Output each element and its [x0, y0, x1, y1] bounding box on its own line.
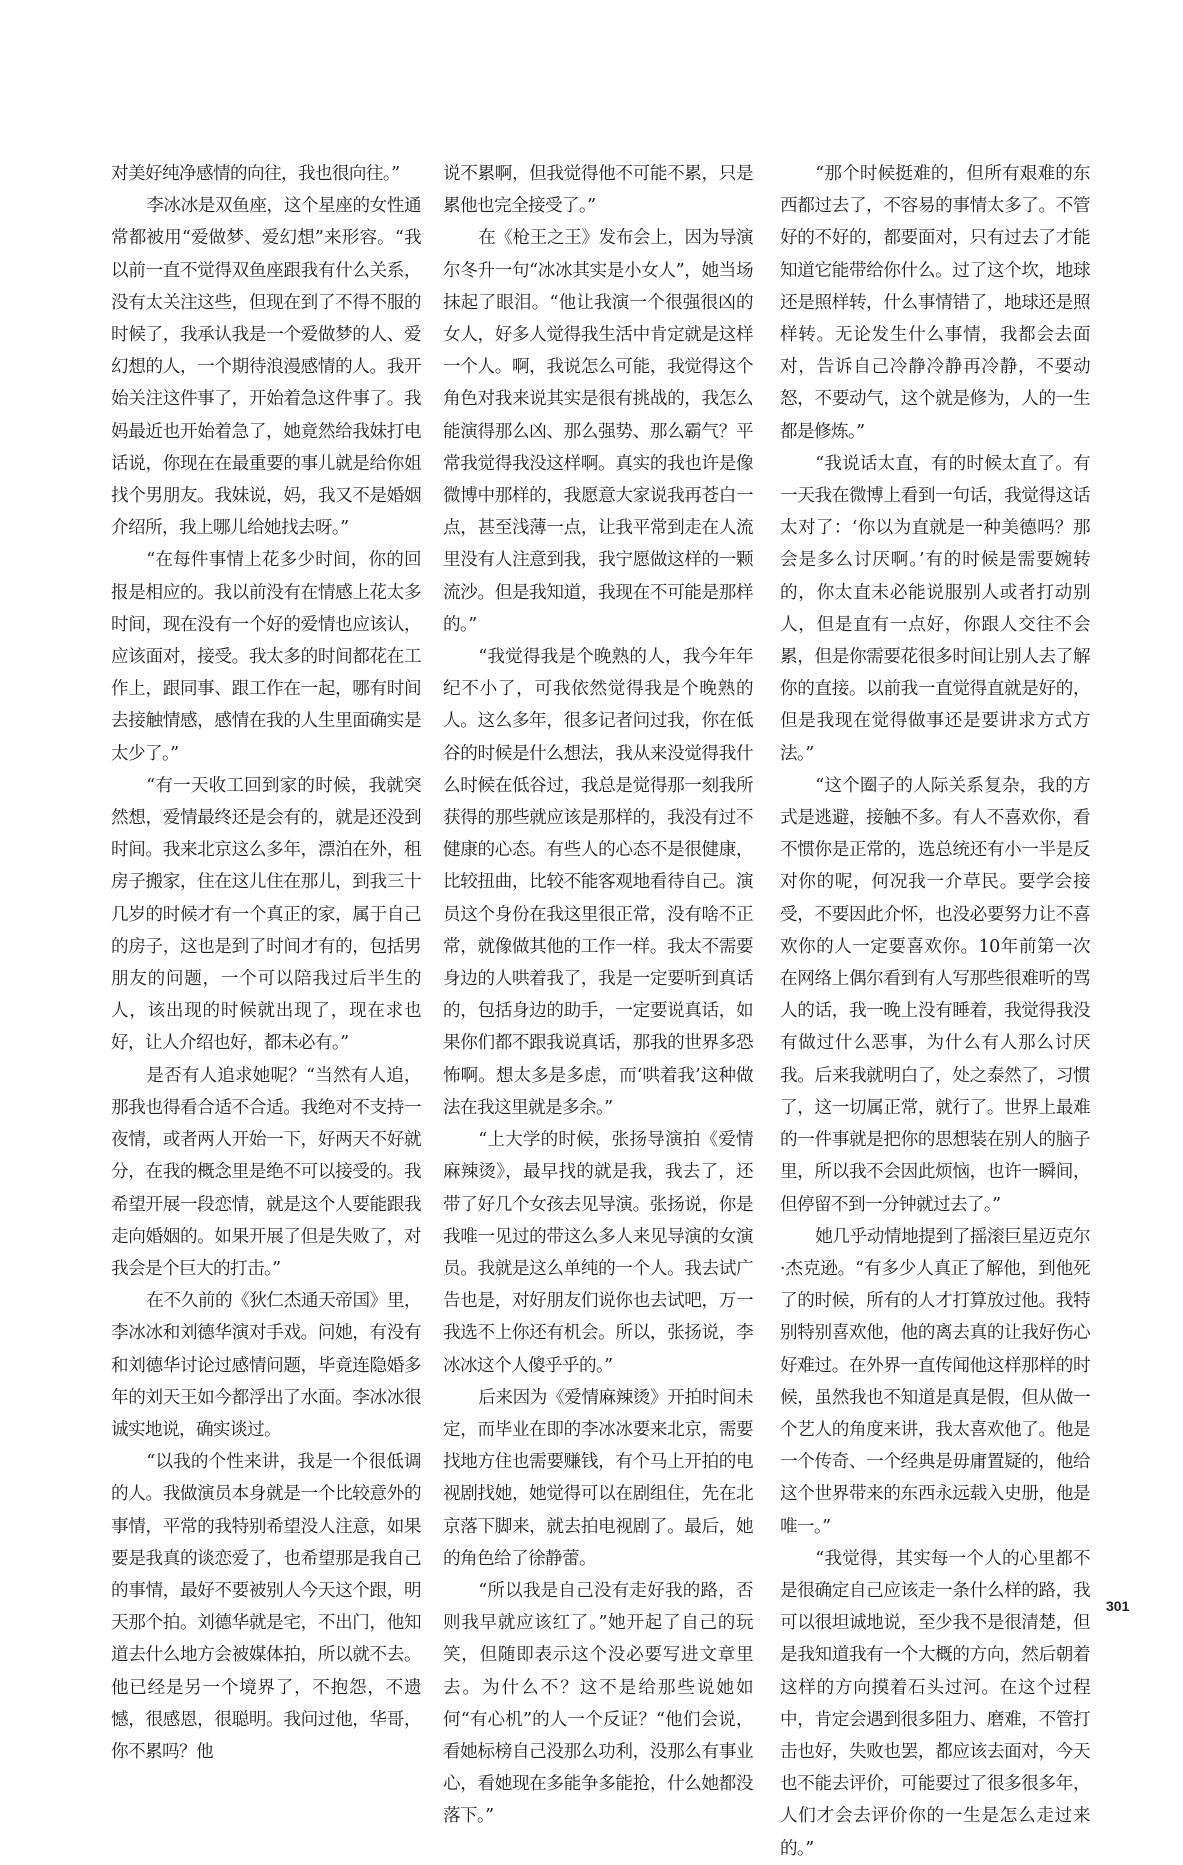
- paragraph: “这个圈子的人际关系复杂，我的方式是逃避，接触不多。有人不喜欢你，看不惯你是正常的，选总统还有小一半是反对你的呢，何况我一介草民。要学会接受，不要因此介怀，也没必要努力让不喜欢你的人一定要喜欢你。10年前第一次在网络上偶尔看到有人写那些很难听的骂人的话，我一晚上没有睡着，我觉得我没有做过什么恶事，为什么有人那么讨厌我。后来我就明白了，处之泰然了，习惯了，这一切属正常，就行了。世界上最难的一件事就是把你的思想装在别人的脑子里，所以我不会因此烦恼，也许一瞬间，但停留不到一分钟就过去了。”: [780, 775, 1090, 1215]
- paragraph: 李冰冰是双鱼座，这个星座的女性通常都被用“爱做梦、爱幻想”来形容。“我以前一直不觉得双鱼座跟我有什么关系，没有太关注这些，但现在到了不得不服的时候了，我承认我是一个爱做梦的人、爱幻想的人，一个期待浪漫感情的人。我开始关注这件事了，开始着急这件事了。我妈最近也开始着急了，她竟然给我妹打电话说，你现在在最重要的事儿就是给你姐找个男朋友。我妹说，妈，我又不是婚姻介绍所，我上哪儿给她找去呀。”: [111, 196, 421, 539]
- paragraph: “在每件事情上花多少时间，你的回报是相应的。我以前没有在情感上花太多时间，现在没有一个好的爱情也应该认，应该面对，接受。我太多的时间都花在工作上，跟同事、跟工作在一起，哪有时间去接触情感，感情在我的人生里面确实是太少了。”: [111, 550, 421, 764]
- paragraph: 说不累啊，但我觉得他不可能不累，只是累他也完全接受了。”: [443, 164, 753, 217]
- paragraph: “我觉得，其实每一个人的心里都不是很确定自己应该走一条什么样的路，我可以很坦诚地说，至少我不是很清楚，但是我知道我有一个大概的方向，然后朝着这样的方向摸着石头过河。在这个过程中，肯定会遇到很多阻力、磨难，不管打击也好，失败也罢，都应该去面对，今天也不能去评价，可能要过了很多很多年，人们才会去评价你的一生是怎么走过来的。”: [780, 1548, 1090, 1859]
- paragraph: “我说话太直，有的时候太直了。有一天我在微博上看到一句话，我觉得这话太对了：‘你以为直就是一种美德吗？那会是多么讨厌啊。’有的时候是需要婉转的，你太直未必能说服别人或者打动别人，但是直有一点好，你跟人交往不会累，但是你需要花很多时间让别人去了解你的直接。以前我一直觉得直就是好的，但是我现在觉得做事还是要讲求方式方法。”: [780, 453, 1090, 764]
- article-column-2: [443, 158, 753, 1833]
- paragraph: 在《枪王之王》发布会上，因为导演尔冬升一句“冰冰其实是小女人”，她当场抹起了眼泪。“他让我演一个很强很凶的女人，好多人觉得我生活中肯定就是这样一个人。啊，我说怎么可能，我觉得这个角色对我来说其实是很有挑战的，我怎么能演得那么凶、那么强势、那么霸气？平常我觉得我没这样啊。真实的我也许是像微博中那样的，我愿意大家说我再苍白一点，甚至浅薄一点，让我平常到走在人流里没有人注意到我，我宁愿做这样的一颗流沙。但是我知道，我现在不可能是那样的。”: [443, 228, 753, 635]
- paragraph: “上大学的时候，张扬导演拍《爱情麻辣烫》，最早找的就是我，我去了，还带了好几个女孩去见导演。张扬说，你是我唯一见过的带这么多人来见导演的女演员。我就是这么单纯的一个人。我去试广告也是，对好朋友们说你也去试吧，万一我选不上你还有机会。所以，张扬说，李冰冰这个人傻乎乎的。”: [443, 1130, 753, 1376]
- article-column-1: [111, 158, 421, 1768]
- paragraph: “那个时候挺难的，但所有艰难的东西都过去了，不容易的事情太多了。不管好的不好的，都要面对，只有过去了才能知道它能带给你什么。过了这个坎，地球还是照样转，什么事情错了，地球还是照样转。无论发生什么事情，我都会去面对，告诉自己冷静冷静再冷静，不要动怒，不要动气，这个就是修为，人的一生都是修炼。”: [780, 164, 1090, 442]
- paragraph: 是否有人追求她呢？“当然有人追，那我也得看合适不合适。我绝对不支持一夜情，或者两人开始一下，好两天不好就分，在我的概念里是绝不可以接受的。我希望开展一段恋情，就是这个人要能跟我走向婚姻的。如果开展了但是失败了，对我会是个巨大的打击。”: [111, 1065, 421, 1279]
- paragraph: 对美好纯净感情的向往，我也很向往。”: [111, 164, 400, 184]
- paragraph: 在不久前的《狄仁杰通天帝国》里，李冰冰和刘德华演对手戏。问她，有没有和刘德华讨论过感情问题，毕竟连隐婚多年的刘天王如今都浮出了水面。李冰冰很诚实地说，确实谈过。: [111, 1291, 421, 1440]
- paragraph: 后来因为《爱情麻辣烫》开拍时间未定，而毕业在即的李冰冰要来北京，需要找地方住也需要赚钱，有个马上开拍的电视剧找她，她觉得可以在剧组住，先在北京落下脚来，就去拍电视剧了。最后，她的角色给了徐静蕾。: [443, 1387, 753, 1569]
- paragraph: “我觉得我是个晚熟的人，我今年年纪不小了，可我依然觉得我是个晚熟的人。这么多年，很多记者问过我，你在低谷的时候是什么想法，我从来没觉得我什么时候在低谷过，我总是觉得那一刻我所获得的那些就应该是那样的，我没有过不健康的心态。有些人的心态不是很健康，比较扭曲，比较不能客观地看待自己。演员这个身份在我这里很正常，没有啥不正常，就像做其他的工作一样。我太不需要身边的人哄着我了，我是一定要听到真话的，包括身边的助手，一定要说真话，如果你们都不跟我说真话，那我的世界多恐怖啊。想太多是多虑，而‘哄着我’这种做法在我这里就是多余。”: [443, 647, 753, 1118]
- paragraph: “有一天收工回到家的时候，我就突然想，爱情最终还是会有的，就是还没到时间。我来北京这么多年，漂泊在外，租房子搬家，住在这儿住在那儿，到我三十几岁的时候才有一个真正的家，属于自己的房子，这也是到了时间才有的，包括男朋友的问题，一个可以陪我过后半生的人，该出现的时候就出现了，现在求也好，让人介绍也好，都未必有。”: [111, 775, 421, 1054]
- article-column-3: [780, 158, 1090, 1865]
- paragraph: “所以我是自己没有走好我的路，否则我早就应该红了。”她开起了自己的玩笑，但随即表示这个没必要写进文章里去。为什么不？这不是给那些说她如何“有心机”的人一个反证？“他们会说，看她标榜自己没那么功利，没那么有事业心，看她现在多能争多能抢，什么她都没落下。”: [443, 1580, 753, 1827]
- paragraph: 她几乎动情地提到了摇滚巨星迈克尔·杰克逊。“有多少人真正了解他，到他死了的时候，所有的人才打算放过他。我特别特别喜欢他，他的离去真的让我好伤心好难过。在外界一直传闻他这样那样的时候，虽然我也不知道是真是假，但从做一个艺人的角度来讲，我太喜欢他了。他是一个传奇、一个经典是毋庸置疑的，他给这个世界带来的东西永远载入史册，他是唯一。”: [780, 1226, 1090, 1537]
- page-number: 301: [1106, 1598, 1130, 1614]
- paragraph: “以我的个性来讲，我是一个很低调的人。我做演员本身就是一个比较意外的事情，平常的我特别希望没人注意，如果要是我真的谈恋爱了，也希望那是我自己的事情，最好不要被别人今天这个跟，明天那个拍。刘德华就是宅，不出门，他知道去什么地方会被媒体拍，所以就不去。他已经是另一个境界了，不抱怨，不遗憾，很感恩，很聪明。我问过他，华哥，你不累吗？他: [111, 1452, 421, 1762]
